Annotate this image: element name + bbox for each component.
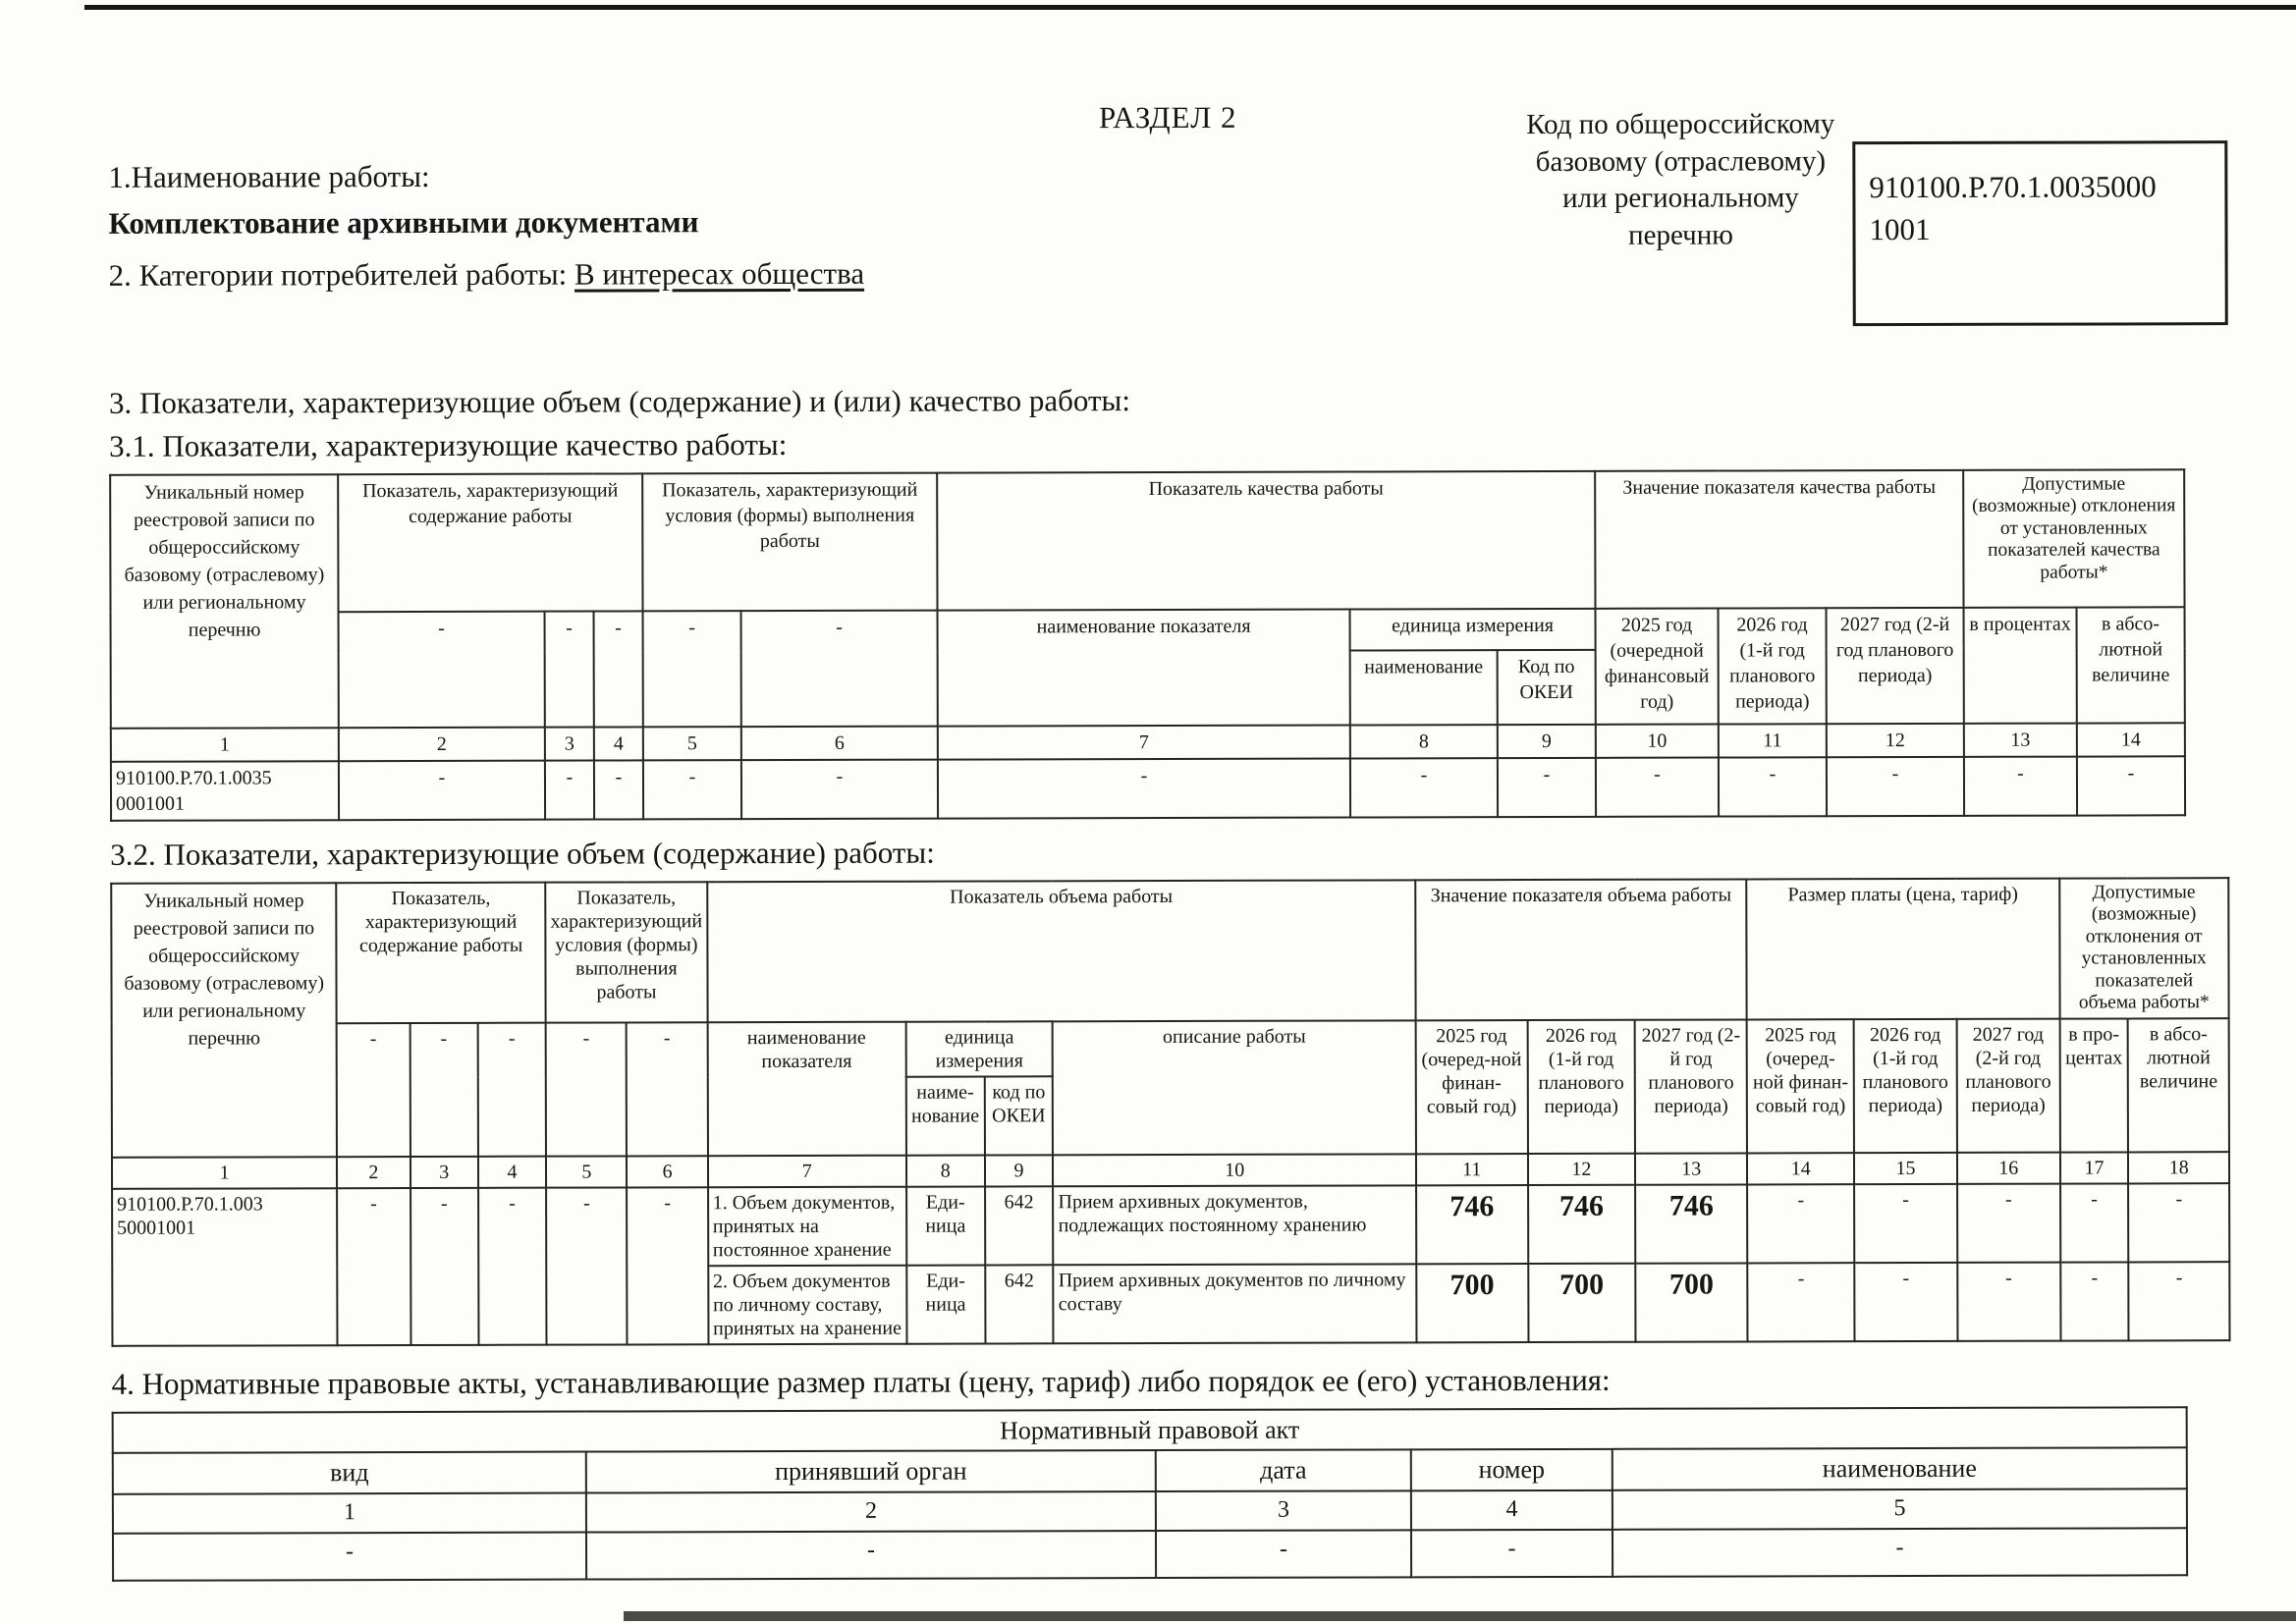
form-header-right — [1522, 105, 2228, 327]
scan-edge-bottom — [624, 1611, 2296, 1621]
t32-unit-code-header: код по ОКЕИ — [984, 1076, 1053, 1155]
t32-col-number: 9 — [985, 1155, 1054, 1186]
t32-row-unit: Еди-ница — [906, 1265, 985, 1343]
legal-acts-table — [112, 1406, 2188, 1582]
form-content — [108, 0, 2231, 1581]
t32-col-number: 14 — [1747, 1153, 1854, 1184]
t31-dash-header: - — [643, 611, 741, 727]
section-heading: РАЗДЕЛ 2 — [1098, 99, 1237, 135]
t31-indicator-name-header: наименование показателя — [938, 610, 1350, 727]
t31-dash-cell: - — [594, 760, 643, 819]
t32-row-indicator-name: 2. Объем документов по личному составу, принятых на хранение — [708, 1265, 906, 1344]
t31-content-group-header: Показатель, характеризующий содержание работы — [338, 473, 642, 612]
t32-price-year-2027-header: 2027 год (2-й год планового периода) — [1956, 1018, 2059, 1152]
t31-col-number: 12 — [1827, 724, 1964, 757]
t31-col-number: 7 — [938, 726, 1350, 760]
t31-year-2025-header: 2025 год (очередной финансовый год) — [1596, 609, 1719, 725]
t4-col-number: 2 — [586, 1491, 1156, 1532]
t32-row-indicator-name: 1. Объем документов, принятых на постоянное хранение — [708, 1186, 906, 1266]
t31-dash-cell: - — [1596, 758, 1719, 817]
t32-registry-value: 910100.Р.70.1.003 50001001 — [112, 1188, 338, 1346]
section-3-title: 3. Показатели, характеризующие объем (содержание) и (или) качество работы: — [108, 383, 1130, 420]
t32-dash-cell: - — [337, 1188, 410, 1345]
t4-col-number: 5 — [1613, 1489, 2187, 1530]
t4-header-type: вид — [113, 1452, 586, 1494]
t4-group-header: Нормативный правовой акт — [113, 1407, 2187, 1453]
t31-registry-value: 910100.Р.70.1.0035 0001001 — [111, 761, 339, 821]
t32-col-number: 18 — [2128, 1152, 2229, 1183]
t32-dash-header: - — [477, 1022, 546, 1156]
t32-dash-cell: - — [1957, 1262, 2060, 1340]
t32-price-year-2026-header: 2026 год (1-й год планового периода) — [1854, 1018, 1957, 1152]
t32-col-number: 3 — [410, 1156, 477, 1187]
t32-col-number: 6 — [627, 1156, 707, 1187]
t31-year-2026-header: 2026 год (1-й год планового периода) — [1719, 608, 1827, 724]
t4-dash-cell: - — [113, 1532, 586, 1580]
t32-col-number: 2 — [337, 1157, 410, 1188]
t32-price-group-header: Размер платы (цена, тариф) — [1747, 879, 2060, 1019]
section-4-title: 4. Нормативные правовые акты, устанавливающие размер платы (цену, тариф) либо порядок ее (его) установления: — [111, 1362, 1611, 1401]
t32-price-year-2025-header: 2025 год (очеред-ной финан-совый год) — [1747, 1019, 1854, 1153]
t31-percent-header: в процентах — [1964, 608, 2077, 724]
t32-dash-header: - — [410, 1022, 478, 1156]
t32-value-year-2026-header: 2026 год (1-й год планового периода) — [1527, 1019, 1635, 1153]
t32-row-okei-code: 642 — [985, 1265, 1054, 1343]
code-value: 910100.Р.70.1.0035000 1001 — [1869, 169, 2157, 247]
t32-unit-name-header: наиме-нование — [905, 1076, 984, 1155]
t32-dash-cell: - — [1957, 1183, 2060, 1262]
t31-unit-code-header: Код по ОКЕИ — [1498, 650, 1596, 725]
t32-dash-header: - — [546, 1022, 628, 1156]
t31-value-group-header: Значение показателя качества работы — [1595, 470, 1963, 609]
t32-row-description: Прием архивных документов, подлежащих постоянному хранению — [1053, 1185, 1416, 1265]
t4-dash-cell: - — [1411, 1529, 1613, 1577]
t4-header-name: наименование — [1613, 1448, 2187, 1491]
t31-dash-cell: - — [741, 760, 938, 820]
t32-dash-cell: - — [1748, 1263, 1855, 1341]
code-label: Код по общероссийскому базовому (отраслевому) или региональному перечню — [1526, 108, 1835, 251]
t32-registry-header: Уникальный номер реестровой записи по общероссийскому базовому (отраслевому) или региональному перечню — [111, 883, 337, 1157]
t31-unit-group-header: единица измерения — [1350, 609, 1596, 651]
t32-dash-cell: - — [410, 1187, 479, 1344]
t31-dash-cell: - — [1719, 757, 1827, 816]
t32-row-value-2026: 746 — [1528, 1184, 1636, 1263]
t32-dash-cell: - — [1854, 1262, 1957, 1340]
t32-dash-cell: - — [1854, 1183, 1957, 1262]
t32-row-value-2027: 746 — [1635, 1184, 1747, 1263]
t31-dash-cell: - — [545, 761, 594, 820]
t32-col-number: 1 — [112, 1157, 337, 1189]
t32-row-okei-code: 642 — [985, 1186, 1054, 1265]
t32-description-header: описание работы — [1053, 1020, 1416, 1155]
t32-col-number: 10 — [1053, 1154, 1416, 1186]
t4-dash-cell: - — [1156, 1530, 1411, 1578]
t32-dash-cell: - — [627, 1187, 708, 1344]
t31-col-number: 3 — [545, 728, 594, 761]
t31-col-number: 5 — [643, 727, 741, 760]
t31-col-number: 9 — [1498, 725, 1596, 758]
t32-dash-cell: - — [1747, 1184, 1854, 1263]
t4-col-number: 3 — [1156, 1491, 1411, 1531]
t31-col-number: 1 — [111, 728, 339, 762]
t31-dash-cell: - — [1350, 758, 1498, 817]
t32-deviation-group-header: Допустимые (возможные) отклонения от установленных показателей объема работы* — [2059, 878, 2229, 1018]
consumer-categories-value: В интересах общества — [574, 255, 865, 292]
code-box — [1852, 140, 2227, 326]
t31-col-number: 8 — [1350, 725, 1498, 758]
t32-col-number: 8 — [906, 1155, 985, 1186]
t31-dash-cell: - — [2077, 756, 2185, 815]
t31-quality-group-header: Показатель качества работы — [937, 471, 1595, 611]
t32-col-number: 5 — [546, 1156, 627, 1187]
t31-deviation-group-header: Допустимые (возможные) отклонения от установленных показателей качества работы* — [1963, 469, 2184, 608]
t32-dash-cell: - — [2060, 1262, 2129, 1340]
consumer-categories-label: 2. Категории потребителей работы: — [108, 256, 568, 293]
volume-indicators-table — [110, 877, 2230, 1346]
t31-col-number: 10 — [1596, 725, 1719, 758]
t32-dash-cell: - — [2060, 1183, 2129, 1262]
t32-col-number: 7 — [708, 1155, 906, 1187]
t31-col-number: 14 — [2077, 723, 2185, 756]
work-name-value: Комплектование архивными документами — [108, 204, 699, 241]
t32-col-number: 15 — [1854, 1152, 1957, 1183]
quality-indicators-table — [109, 468, 2186, 822]
t31-col-number: 2 — [339, 728, 545, 762]
t31-dash-header: - — [339, 612, 545, 729]
t32-row-value-2027: 700 — [1635, 1263, 1747, 1341]
t31-dash-header: - — [741, 611, 938, 728]
t31-dash-cell: - — [938, 759, 1350, 819]
t32-row-description: Прием архивных документов по личному составу — [1054, 1264, 1417, 1343]
t4-dash-cell: - — [1613, 1528, 2187, 1577]
t32-unit-group-header: единица измерения — [905, 1021, 1053, 1076]
t32-col-number: 13 — [1635, 1153, 1747, 1184]
t32-value-year-2025-header: 2025 год (очеред-ной финан-совый год) — [1416, 1020, 1528, 1154]
t31-col-number: 11 — [1719, 724, 1827, 757]
t32-value-group-header: Значение показателя объема работы — [1415, 879, 1747, 1019]
t31-dash-cell: - — [643, 760, 741, 819]
t31-dash-cell: - — [1498, 758, 1596, 817]
t31-dash-header: - — [594, 611, 643, 727]
t31-dash-cell: - — [1827, 757, 1964, 816]
t32-dash-cell: - — [2129, 1262, 2230, 1340]
t31-absolute-header: в абсо-лютной величине — [2077, 607, 2185, 723]
t4-col-number: 4 — [1411, 1490, 1613, 1530]
t32-volume-group-header: Показатель объема работы — [707, 880, 1416, 1021]
t32-dash-cell: - — [478, 1187, 547, 1344]
t32-col-number: 17 — [2060, 1152, 2129, 1183]
t32-col-number: 11 — [1416, 1154, 1528, 1185]
t31-conditions-group-header: Показатель, характеризующий условия (формы) выполнения работы — [642, 473, 937, 612]
t32-indicator-name-header: наименование показателя — [707, 1021, 905, 1156]
t31-col-number: 13 — [1964, 724, 2077, 757]
t32-conditions-group-header: Показатель, характеризующий условия (формы) выполнения работы — [545, 882, 707, 1022]
t32-content-group-header: Показатель, характеризующий содержание работы — [336, 883, 545, 1023]
t32-row-value-2026: 700 — [1528, 1263, 1636, 1341]
t4-col-number: 1 — [113, 1493, 586, 1533]
t31-year-2027-header: 2027 год (2-й год планового периода) — [1827, 608, 1964, 724]
t31-registry-header: Уникальный номер реестровой записи по общероссийскому базовому (отраслевому) или региональному перечню — [110, 474, 339, 729]
t31-dash-header: - — [545, 612, 594, 728]
t32-percent-header: в про-центах — [2059, 1018, 2128, 1152]
t32-col-number: 12 — [1528, 1153, 1636, 1184]
t32-col-number: 16 — [1957, 1152, 2060, 1183]
t32-absolute-header: в абсо-лютной величине — [2128, 1018, 2229, 1152]
t31-dash-cell: - — [339, 761, 545, 821]
t32-row-value-2025: 700 — [1416, 1264, 1528, 1342]
t4-dash-cell: - — [586, 1531, 1156, 1580]
t32-dash-header: - — [337, 1023, 410, 1157]
t32-row-unit: Еди-ница — [906, 1186, 985, 1265]
t31-dash-cell: - — [1964, 757, 2077, 816]
t4-header-date: дата — [1156, 1450, 1411, 1492]
t32-col-number: 4 — [478, 1156, 546, 1187]
t32-value-year-2027-header: 2027 год (2-й год планового периода) — [1635, 1019, 1748, 1153]
section-31-title: 3.1. Показатели, характеризующие качество работы: — [109, 427, 788, 463]
t32-dash-header: - — [627, 1022, 708, 1156]
section-32-title: 3.2. Показатели, характеризующие объем (содержание) работы: — [110, 835, 935, 872]
t32-dash-cell: - — [2129, 1183, 2230, 1262]
t4-header-authority: принявший орган — [586, 1450, 1156, 1493]
t31-unit-name-header: наименование — [1350, 650, 1498, 725]
t31-col-number: 4 — [594, 727, 643, 760]
t4-header-number: номер — [1411, 1449, 1613, 1491]
t31-col-number: 6 — [741, 727, 938, 761]
work-name-label: 1.Наименование работы: — [108, 158, 430, 194]
t32-row-value-2025: 746 — [1416, 1185, 1528, 1264]
t32-dash-cell: - — [546, 1187, 628, 1344]
